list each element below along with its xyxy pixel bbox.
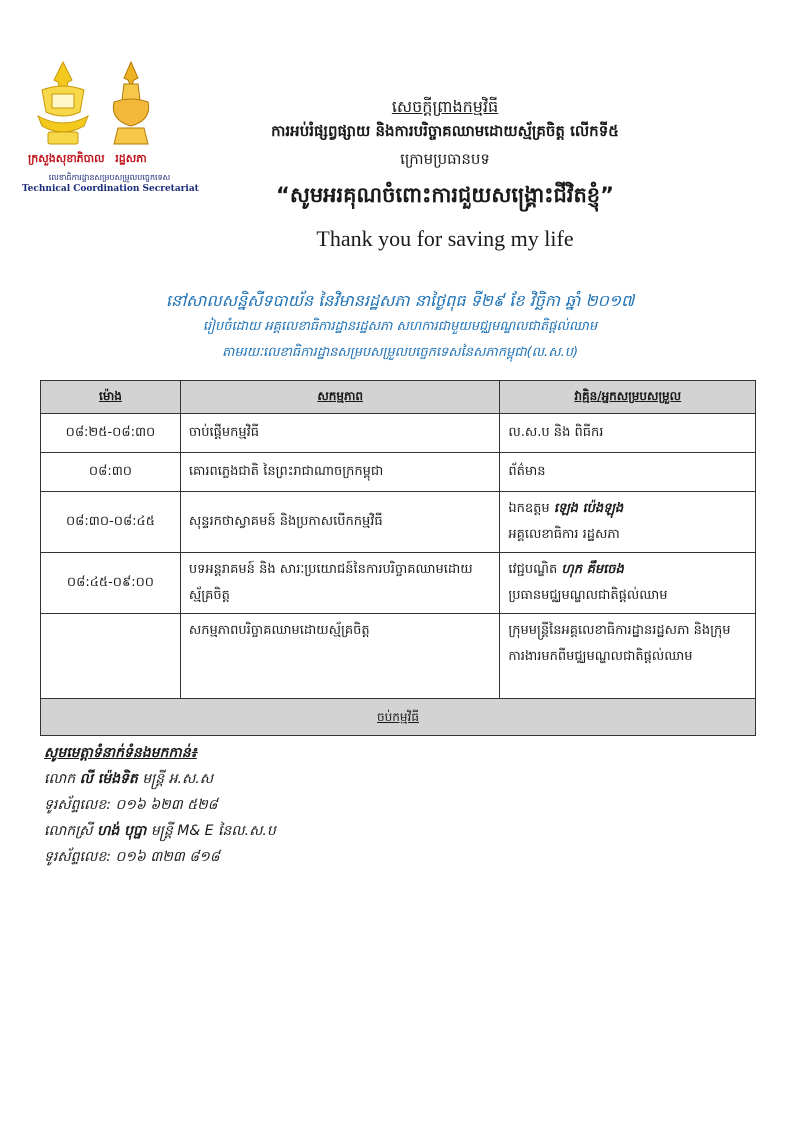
row-speaker bbox=[500, 553, 756, 614]
speaker-name: ហុក គឹមចេង bbox=[561, 562, 624, 577]
table-row bbox=[41, 553, 756, 614]
row-speaker bbox=[500, 492, 756, 553]
speaker-title: ឯកឧត្តម bbox=[508, 501, 554, 516]
header-time: ម៉ោង bbox=[41, 381, 181, 414]
row-activity: សកម្មភាពបរិច្ចាគឈាមដោយស្ម័គ្រចិត្ត bbox=[180, 614, 499, 699]
table-row bbox=[41, 414, 756, 453]
row-time: ០៨:២៥-០៨:៣០ bbox=[41, 414, 181, 453]
row-speaker bbox=[500, 414, 756, 453]
contact-2-role: មន្ត្រី M& E នៃល.ស.ប bbox=[146, 823, 276, 839]
contact-1-name: លី ម៉េងទិត bbox=[79, 771, 138, 787]
contact-1-role: មន្ត្រី អ.ស.ស bbox=[137, 771, 214, 787]
contact-heading: សូមមេត្តាទំនាក់ទំនងមកកាន់៖ bbox=[44, 745, 197, 761]
end-of-program: ចប់កម្មវិធី bbox=[41, 699, 756, 736]
header-speaker: វាគ្មិន/អ្នកសម្របសម្រួល bbox=[500, 381, 756, 414]
contact-block bbox=[44, 740, 276, 870]
row-activity: សុន្ទរកថាស្វាគមន៍ និងប្រកាសបើកកម្មវិធី bbox=[180, 492, 499, 553]
row-activity: បទអន្តរាគមន៍ និង សារៈប្រយោជន៍នៃការបរិច្ចាគឈាមដោយស្ម័គ្រចិត្ត bbox=[180, 553, 499, 614]
speaker-text: ល.ស.ប និង ពិធីករ bbox=[508, 425, 604, 440]
contact-person-2 bbox=[44, 818, 276, 844]
vase-emblem-icon bbox=[96, 60, 166, 148]
speaker-text: ក្រុមមន្ត្រីនៃអគ្គលេខាធិការដ្ឋានរដ្ឋសភា និងក្រុមការងារមកពីមជ្ឈមណ្ឌលជាតិផ្តល់ឈាម bbox=[508, 623, 731, 664]
theme-khmer: “សូមអរគុណចំពោះការជួយសង្គ្រោះជីវិតខ្ញុំ” bbox=[276, 183, 614, 207]
contact-person-1 bbox=[44, 766, 276, 792]
emblem-icon bbox=[28, 60, 98, 148]
theme-label: ក្រោមប្រធានបទ bbox=[400, 150, 490, 168]
assembly-logo bbox=[96, 60, 166, 180]
theme-english: Thank you for saving my life bbox=[316, 226, 574, 251]
org-name-english: Technical Coordination Secretariat bbox=[22, 184, 199, 194]
row-speaker bbox=[500, 453, 756, 492]
logo-block bbox=[22, 60, 199, 210]
org-name-khmer: លេខាធិការដ្ឋានសម្របសម្រួលបច្ចេកទេស bbox=[48, 173, 171, 182]
contact-2-name: ហង់ បុប្ផា bbox=[97, 823, 147, 839]
speaker-role: ប្រធានមជ្ឈមណ្ឌលជាតិផ្តល់ឈាម bbox=[508, 588, 668, 603]
assembly-caption: រដ្ឋសភា bbox=[115, 152, 147, 165]
header-activity: សកម្មភាព bbox=[180, 381, 499, 414]
table-row bbox=[41, 453, 756, 492]
coordinator-line: តាមរយៈលេខាធិការដ្ឋានសម្របសម្រួលបច្ចេកទេសនៃសភាកម្ពុជា(ល.ស.ប) bbox=[221, 345, 579, 360]
draft-program-title: សេចក្តីព្រាងកម្មវិធី bbox=[391, 97, 499, 116]
row-activity: គោរពភ្លេងជាតិ នៃព្រះរាជាណាចក្រកម្ពុជា bbox=[180, 453, 499, 492]
contact-2-title: លោកស្រី bbox=[44, 823, 98, 839]
contact-1-title: លោក bbox=[44, 771, 80, 787]
contact-1-phone: ទូរស័ព្ទលេខ: ០១៦ ៦២៣ ៥២៨ bbox=[44, 797, 218, 813]
end-row bbox=[41, 699, 756, 736]
speaker-text: ព័ត៌មាន bbox=[508, 464, 546, 479]
row-time: ០៨:៤៥-០៩:០០ bbox=[41, 553, 181, 614]
ministry-logo bbox=[28, 60, 105, 180]
row-speaker bbox=[500, 614, 756, 699]
speaker-role: អគ្គលេខាធិការ រដ្ឋសភា bbox=[508, 527, 620, 542]
ministry-caption: ក្រសួងសុខាភិបាល bbox=[28, 152, 105, 165]
row-time bbox=[41, 614, 181, 699]
table-row bbox=[41, 614, 756, 699]
venue-date: នៅសាលសន្និសីទបាយ័ន នៃវិមានរដ្ឋសភា នាថ្ងៃពុធ ទី២៩ ខែ វិច្ឆិកា ឆ្នាំ ២០១៧ bbox=[165, 291, 635, 310]
table-row bbox=[41, 492, 756, 553]
contact-2-phone: ទូរស័ព្ទលេខ: ០១៦ ៣២៣ ៨១៨ bbox=[44, 849, 220, 865]
organizer-line: រៀបចំដោយ អគ្គលេខាធិការដ្ឋានរដ្ឋសភា សហការជាមួយមជ្ឈមណ្ឌលជាតិផ្តល់ឈាម bbox=[202, 319, 598, 334]
row-time: ០៨:៣០ bbox=[41, 453, 181, 492]
speaker-title: វេជ្ជបណ្ឌិត bbox=[508, 562, 562, 577]
row-activity: ចាប់ផ្តើមកម្មវិធី bbox=[180, 414, 499, 453]
speaker-name: ឡេង ប៉េងឡុង bbox=[553, 501, 624, 516]
row-time: ០៨:៣០-០៨:៤៥ bbox=[41, 492, 181, 553]
event-title: ការអប់រំផ្សព្វផ្សាយ និងការបរិច្ចាគឈាមដោយស្ម័គ្រចិត្ត លើកទី៥ bbox=[271, 122, 619, 140]
table-header-row bbox=[41, 381, 756, 414]
agenda-table bbox=[40, 380, 756, 736]
